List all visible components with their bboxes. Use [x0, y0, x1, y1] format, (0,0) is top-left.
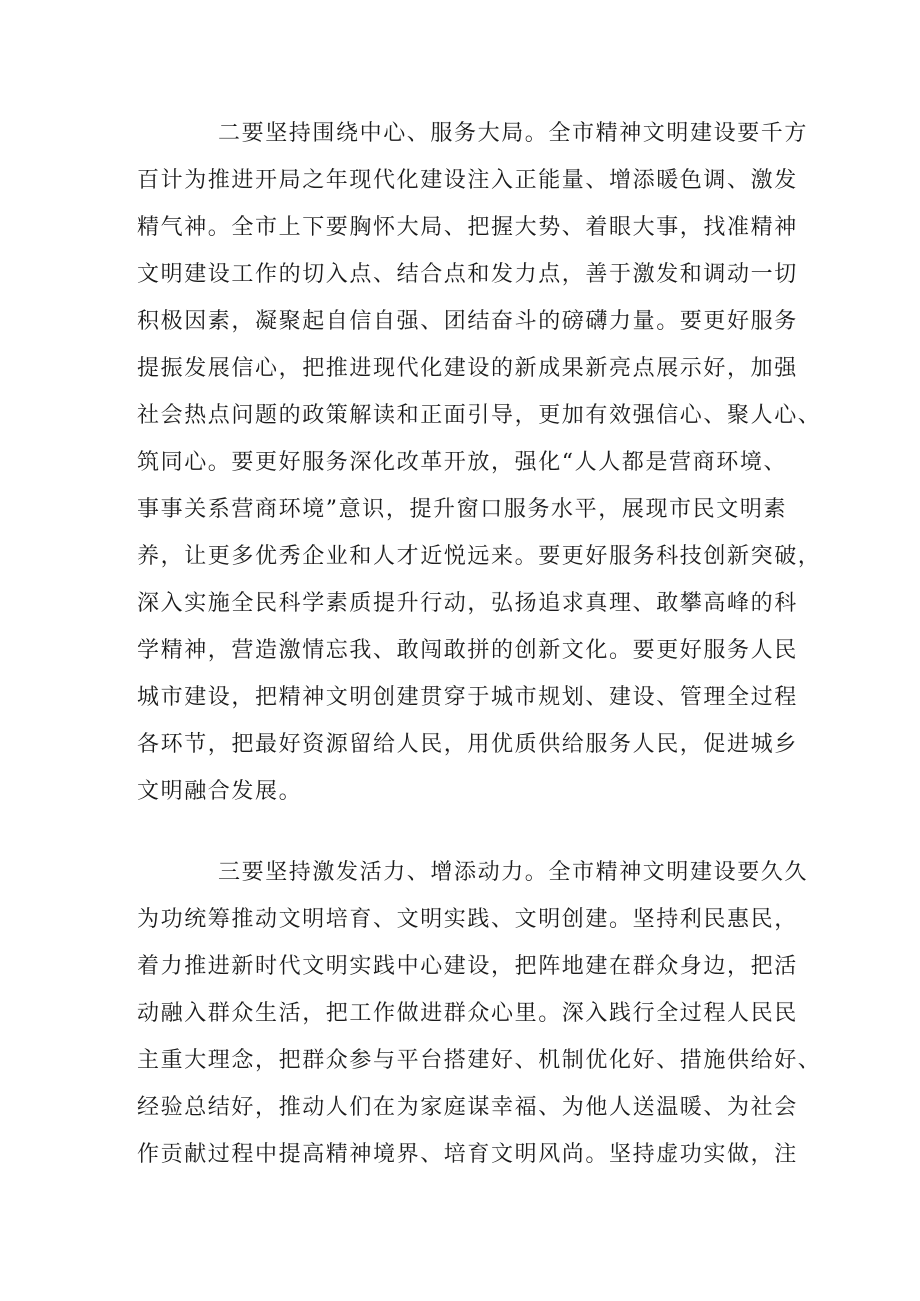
text-line: 文明建设工作的切入点、结合点和发力点，善于激发和调动一切 [137, 262, 798, 287]
text-line: 社会热点问题的政策解读和正面引导，更加有效强信心、聚人心、 [137, 403, 822, 428]
text-line: 百计为推进开局之年现代化建设注入正能量、增添暖色调、激发 [137, 168, 798, 193]
text-line: 学精神，营造激情忘我、敢闯敢拼的创新文化。要更好服务人民 [137, 638, 798, 663]
text-line: 着力推进新时代文明实践中心建设，把阵地建在群众身边，把活 [137, 954, 798, 979]
text-line: 深入实施全民科学素质提升行动，弘扬追求真理、敢攀高峰的科 [137, 591, 798, 616]
text-line: 主重大理念，把群众参与平台搭建好、机制优化好、措施供给好、 [137, 1048, 822, 1073]
text-line: 动融入群众生活，把工作做进群众心里。深入践行全过程人民民 [137, 1001, 798, 1026]
text-line: 筑同心。要更好服务深化改革开放，强化“人人都是营商环境、 [137, 450, 788, 475]
text-line: 积极因素，凝聚起自信自强、团结奋斗的磅礴力量。要更好服务 [137, 309, 798, 334]
text-line: 为功统筹推动文明培育、文明实践、文明创建。坚持利民惠民， [137, 907, 798, 932]
text-line: 作贡献过程中提高精神境界、培育文明风尚。坚持虚功实做，注 [137, 1142, 798, 1167]
text-line: 文明融合发展。 [137, 779, 303, 804]
text-line: 养，让更多优秀企业和人才近悦远来。要更好服务科技创新突破， [137, 544, 822, 569]
text-line: 经验总结好，推动人们在为家庭谋幸福、为他人送温暖、为社会 [137, 1095, 798, 1120]
text-line: 事事关系营商环境”意识，提升窗口服务水平，展现市民文明素 [137, 497, 788, 522]
text-line: 提振发展信心，把推进现代化建设的新成果新亮点展示好，加强 [137, 356, 798, 381]
text-line: 各环节，把最好资源留给人民，用优质供给服务人民，促进城乡 [137, 732, 798, 757]
text-line: 二要坚持围绕中心、服务大局。全市精神文明建设要千方 [218, 121, 809, 146]
text-line: 城市建设，把精神文明创建贯穿于城市规划、建设、管理全过程 [137, 685, 798, 710]
text-line: 精气神。全市上下要胸怀大局、把握大势、着眼大事，找准精神 [137, 215, 798, 240]
paragraph-3 [137, 852, 822, 1181]
paragraph-2 [137, 113, 822, 818]
text-line: 三要坚持激发活力、增添动力。全市精神文明建设要久久 [218, 860, 809, 885]
